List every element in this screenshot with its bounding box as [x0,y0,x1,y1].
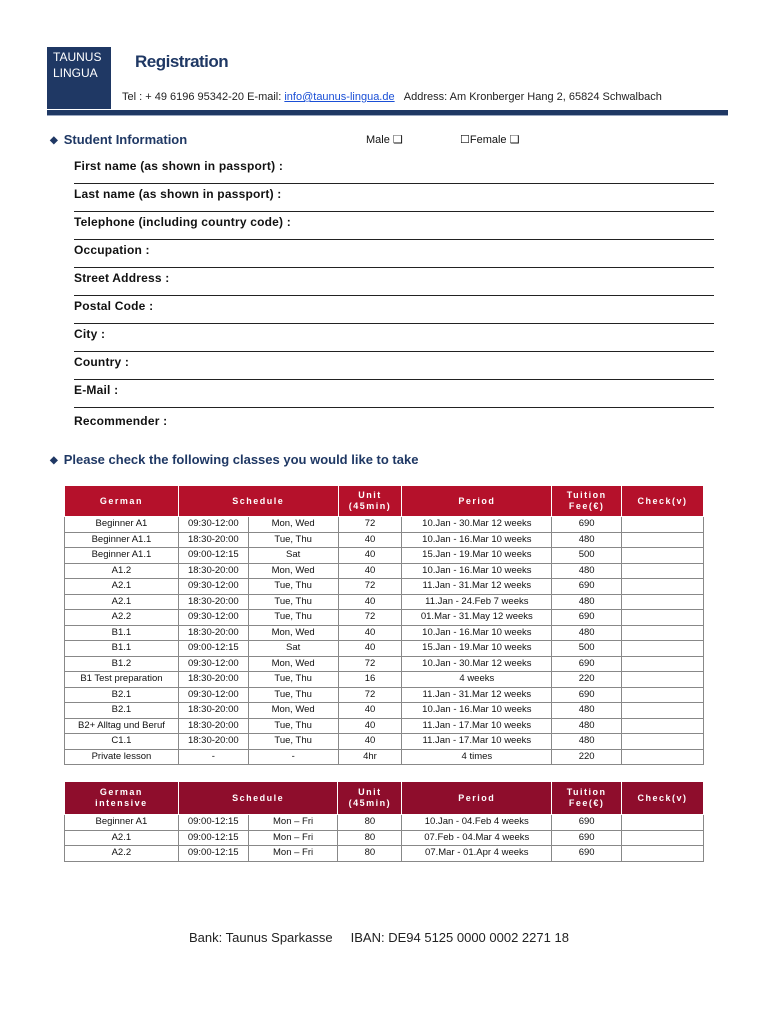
cell-time: 18:30-20:00 [178,532,248,548]
cell-fee: 480 [552,625,622,641]
form-field-label: Last name (as shown in passport) : [74,187,282,201]
col-header-check: Check(v) [622,486,704,517]
table-row [65,846,704,862]
cell-time: 18:30-20:00 [178,703,248,719]
cell-course: B2.1 [65,703,179,719]
female-checkbox[interactable]: ☐Female ❑ [460,134,520,146]
cell-time: 09:00-12:15 [178,548,248,564]
cell-time: 09:00-12:15 [178,830,248,846]
int-header-unit: Unit (45min) [338,782,402,815]
cell-days: Mon, Wed [248,563,338,579]
cell-period: 11.Jan - 17.Mar 10 weeks [402,718,552,734]
cell-fee: 500 [552,641,622,657]
table-row [65,548,704,564]
form-field[interactable] [74,383,714,397]
cell-units: 80 [338,815,402,831]
form-field[interactable] [74,414,714,428]
classes-heading [50,452,418,467]
table-row [65,815,704,831]
cell-time: 09:00-12:15 [178,846,248,862]
cell-course: B2.1 [65,687,179,703]
table-row [65,830,704,846]
cell-time: 18:30-20:00 [178,594,248,610]
diamond-bullet-icon: ◆ [50,455,58,466]
table-row [65,563,704,579]
cell-fee: 500 [552,548,622,564]
col-header-schedule: Schedule [178,486,338,517]
cell-period: 4 weeks [402,672,552,688]
cell-time: 09:00-12:15 [178,641,248,657]
cell-check[interactable] [622,846,704,862]
cell-fee: 480 [552,532,622,548]
cell-units: 40 [338,625,402,641]
form-field-underline [74,183,714,184]
contact-line [122,91,662,103]
cell-period: 11.Jan - 31.Mar 12 weeks [402,579,552,595]
cell-check[interactable] [622,749,704,765]
cell-period: 15.Jan - 19.Mar 10 weeks [402,641,552,657]
cell-fee: 220 [552,672,622,688]
cell-period: 10.Jan - 30.Mar 12 weeks [402,656,552,672]
int-header-schedule: Schedule [178,782,338,815]
cell-days: Tue, Thu [248,718,338,734]
cell-period: 10.Jan - 16.Mar 10 weeks [402,703,552,719]
cell-time: 09:30-12:00 [178,610,248,626]
bank-name: Bank: Taunus Sparkasse [189,930,333,945]
iban: IBAN: DE94 5125 0000 0002 2271 18 [350,930,569,945]
cell-period: 15.Jan - 19.Mar 10 weeks [402,548,552,564]
cell-days: Mon – Fri [248,846,338,862]
cell-check[interactable] [622,548,704,564]
cell-units: 72 [338,610,402,626]
cell-period: 4 times [402,749,552,765]
cell-period: 10.Jan - 04.Feb 4 weeks [402,815,552,831]
cell-check[interactable] [622,610,704,626]
cell-check[interactable] [622,687,704,703]
cell-fee: 690 [552,815,622,831]
cell-time: 09:30-12:00 [178,579,248,595]
cell-fee: 480 [552,563,622,579]
cell-units: 40 [338,594,402,610]
company-logo [47,47,111,109]
form-field-label: Recommender : [74,414,168,428]
cell-course: A2.1 [65,579,179,595]
cell-days: Mon, Wed [248,703,338,719]
form-field[interactable] [74,355,714,369]
cell-period: 10.Jan - 16.Mar 10 weeks [402,532,552,548]
logo-line-2: LINGUA [53,66,98,80]
form-field[interactable] [74,215,714,229]
cell-course: Beginner A1.1 [65,548,179,564]
cell-course: B1.1 [65,625,179,641]
form-field[interactable] [74,327,714,341]
cell-period: 11.Jan - 24.Feb 7 weeks [402,594,552,610]
cell-course: B2+ Alltag und Beruf [65,718,179,734]
cell-fee: 690 [552,830,622,846]
table-row [65,532,704,548]
cell-check[interactable] [622,734,704,750]
cell-fee: 220 [552,749,622,765]
cell-fee: 690 [552,579,622,595]
col-header-unit: Unit (45min) [338,486,402,517]
cell-units: 40 [338,734,402,750]
form-field-underline [74,295,714,296]
cell-course: A2.1 [65,594,179,610]
table-row [65,517,704,533]
cell-fee: 480 [552,703,622,719]
table-row [65,594,704,610]
cell-period: 11.Jan - 31.Mar 12 weeks [402,687,552,703]
form-field[interactable] [74,299,714,313]
form-field-label: Country : [74,355,130,369]
header-divider-thin [47,115,728,116]
cell-units: 40 [338,532,402,548]
cell-course: B1.2 [65,656,179,672]
cell-units: 80 [338,846,402,862]
cell-fee: 690 [552,687,622,703]
table-row [65,718,704,734]
cell-check[interactable] [622,532,704,548]
cell-check[interactable] [622,830,704,846]
col-header-period: Period [402,486,552,517]
cell-check[interactable] [622,594,704,610]
cell-period: 10.Jan - 16.Mar 10 weeks [402,625,552,641]
cell-time: 09:30-12:00 [178,687,248,703]
cell-days: Sat [248,548,338,564]
contact-address: Address: Am Kronberger Hang 2, 65824 Schwalbach [403,91,662,103]
table-row [65,703,704,719]
cell-period: 11.Jan - 17.Mar 10 weeks [402,734,552,750]
cell-check[interactable] [622,625,704,641]
form-field-label: Occupation : [74,243,150,257]
table-row [65,610,704,626]
cell-days: Mon – Fri [248,815,338,831]
cell-days: Mon, Wed [248,656,338,672]
cell-fee: 480 [552,594,622,610]
cell-days: Tue, Thu [248,532,338,548]
cell-course: B1 Test preparation [65,672,179,688]
cell-units: 40 [338,548,402,564]
cell-check[interactable] [622,579,704,595]
cell-time: 18:30-20:00 [178,625,248,641]
cell-time: - [178,749,248,765]
int-header-german: German intensive [65,782,179,815]
cell-time: 18:30-20:00 [178,563,248,579]
table-row [65,641,704,657]
cell-time: 09:00-12:15 [178,815,248,831]
table-row [65,625,704,641]
cell-days: Tue, Thu [248,734,338,750]
cell-check[interactable] [622,641,704,657]
cell-days: Tue, Thu [248,610,338,626]
classes-table [64,485,704,765]
col-header-fee: Tuition Fee(€) [552,486,622,517]
male-checkbox[interactable]: Male ❑ [366,134,403,146]
student-info-heading [50,132,187,147]
form-field-underline [74,211,714,212]
cell-days: Tue, Thu [248,594,338,610]
form-field-label: Street Address : [74,271,170,285]
cell-course: Beginner A1 [65,517,179,533]
form-field[interactable] [74,159,714,173]
cell-fee: 690 [552,610,622,626]
cell-check[interactable] [622,656,704,672]
form-field-underline [74,267,714,268]
classes-heading-text: Please check the following classes you would like to take [63,452,419,467]
cell-days: Tue, Thu [248,672,338,688]
table-row [65,687,704,703]
contact-phone: Tel : + 49 6196 95342-20 E-mail: [122,91,285,103]
cell-units: 4hr [338,749,402,765]
cell-days: Mon, Wed [248,625,338,641]
table-row [65,672,704,688]
form-field-underline [74,239,714,240]
cell-course: Beginner A1.1 [65,532,179,548]
cell-time: 18:30-20:00 [178,734,248,750]
form-field-underline [74,379,714,380]
cell-period: 01.Mar - 31.May 12 weeks [402,610,552,626]
cell-units: 72 [338,656,402,672]
cell-course: A1.2 [65,563,179,579]
form-field-label: Telephone (including country code) : [74,215,291,229]
form-field-underline [74,323,714,324]
cell-fee: 690 [552,846,622,862]
cell-period: 10.Jan - 30.Mar 12 weeks [402,517,552,533]
cell-units: 40 [338,718,402,734]
form-field-underline [74,351,714,352]
form-field-label: City : [74,327,106,341]
cell-check[interactable] [622,517,704,533]
col-header-german: German [65,486,179,517]
cell-period: 07.Mar - 01.Apr 4 weeks [402,846,552,862]
cell-time: 18:30-20:00 [178,672,248,688]
cell-fee: 480 [552,734,622,750]
cell-days: Tue, Thu [248,687,338,703]
cell-units: 72 [338,579,402,595]
cell-units: 72 [338,517,402,533]
table-row [65,749,704,765]
cell-course: C1.1 [65,734,179,750]
cell-period: 10.Jan - 16.Mar 10 weeks [402,563,552,579]
table-row [65,734,704,750]
form-field-underline [74,407,714,408]
cell-days: - [248,749,338,765]
cell-units: 40 [338,703,402,719]
student-info-heading-text: Student Information [63,132,188,147]
cell-fee: 480 [552,718,622,734]
form-field-label: Postal Code : [74,299,154,313]
cell-days: Mon, Wed [248,517,338,533]
form-field-label: E-Mail : [74,383,119,397]
cell-units: 16 [338,672,402,688]
cell-course: B1.1 [65,641,179,657]
cell-days: Tue, Thu [248,579,338,595]
cell-check[interactable] [622,563,704,579]
cell-time: 09:30-12:00 [178,656,248,672]
cell-time: 09:30-12:00 [178,517,248,533]
int-header-period: Period [402,782,552,815]
cell-check[interactable] [622,703,704,719]
form-field[interactable] [74,243,714,257]
cell-time: 18:30-20:00 [178,718,248,734]
table-row [65,656,704,672]
cell-fee: 690 [552,656,622,672]
cell-period: 07.Feb - 04.Mar 4 weeks [402,830,552,846]
cell-course: A2.1 [65,830,179,846]
cell-days: Sat [248,641,338,657]
cell-check[interactable] [622,815,704,831]
form-field-label: First name (as shown in passport) : [74,159,284,173]
page-title: Registration [135,52,229,71]
cell-units: 80 [338,830,402,846]
cell-course: Beginner A1 [65,815,179,831]
cell-course: Private lesson [65,749,179,765]
cell-course: A2.2 [65,846,179,862]
bank-footer [189,930,569,945]
logo-line-1: TAUNUS [53,50,102,64]
cell-check[interactable] [622,718,704,734]
cell-units: 40 [338,641,402,657]
cell-days: Mon – Fri [248,830,338,846]
cell-course: A2.2 [65,610,179,626]
diamond-bullet-icon: ◆ [50,135,58,146]
table-row [65,579,704,595]
cell-units: 72 [338,687,402,703]
form-field[interactable] [74,271,714,285]
cell-units: 40 [338,563,402,579]
cell-fee: 690 [552,517,622,533]
int-header-fee: Tuition Fee(€) [552,782,622,815]
form-field[interactable] [74,187,714,201]
email-link[interactable]: info@taunus-lingua.de [284,91,395,103]
int-header-check: Check(v) [622,782,704,815]
cell-check[interactable] [622,672,704,688]
intensive-table [64,781,704,862]
